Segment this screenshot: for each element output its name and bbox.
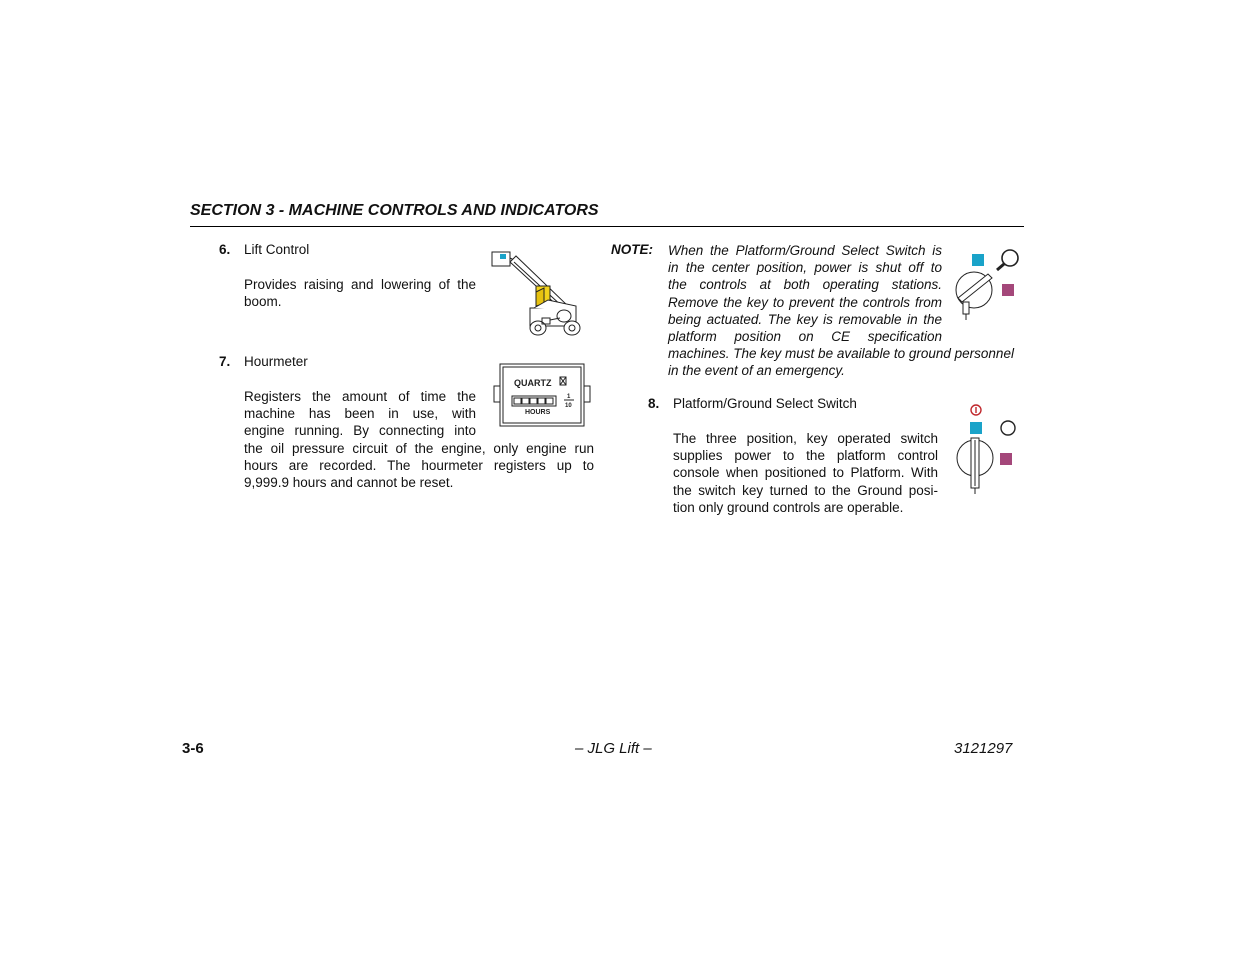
key-switch-select-illustration <box>950 400 1022 498</box>
off-indicator-icon <box>1001 421 1015 435</box>
note-text: When the Platform/Ground Select Switch is in the center position, power is shut off to the controls at both operating stations. Remove the key to prevent the controls from being actuated. The key is removable in the platform position on CE specification machines. The key must be available to ground personnel in the event of an emergency. <box>668 243 1014 379</box>
ground-indicator-icon <box>1002 284 1014 296</box>
note-label: NOTE: <box>611 242 653 257</box>
item-6-title: Lift Control <box>244 242 310 257</box>
item-7-title: Hourmeter <box>244 354 308 369</box>
item-8-title: Platform/Ground Select Switch <box>673 396 857 411</box>
key-switch-center-illustration <box>948 246 1024 324</box>
hourmeter-fraction-denominator: 10 <box>565 403 572 409</box>
item-8-description: The three position, key operated switch supplies power to the platform control console when positioned to Platform. With the switch key turned to the Ground posi- tion only ground controls are operable. <box>673 431 938 515</box>
page-number: 3-6 <box>182 740 204 757</box>
item-7-description-top: Registers the amount of time the machine has been in use, with engine running. By connecting into <box>244 389 476 439</box>
item-6-description: Provides raising and lowering of the boom. <box>244 277 476 310</box>
item-7-number: 7. <box>219 354 231 369</box>
hourmeter-brand: QUARTZ <box>514 378 552 388</box>
section-title: SECTION 3 - MACHINE CONTROLS AND INDICATORS <box>190 202 599 219</box>
hourmeter-illustration <box>492 362 592 430</box>
hourmeter-unit: HOURS <box>525 409 551 416</box>
off-indicator-icon <box>1002 250 1018 266</box>
platform-indicator-icon <box>970 422 982 434</box>
lift-control-illustration <box>488 248 592 344</box>
item-8-number: 8. <box>648 396 660 411</box>
header-rule <box>190 226 1024 227</box>
item-6-number: 6. <box>219 242 231 257</box>
document-number: 3121297 <box>954 740 1013 757</box>
hourmeter-fraction-numerator: 1 <box>567 394 571 400</box>
platform-indicator-icon <box>972 254 984 266</box>
item-7-description-bottom: the oil pressure circuit of the engine, only engine run hours are recorded. The hourmeter registers up to 9,999.9 hours and cannot be reset. <box>244 441 594 491</box>
footer-title: – JLG Lift – <box>575 740 652 757</box>
ground-indicator-icon <box>1000 453 1012 465</box>
